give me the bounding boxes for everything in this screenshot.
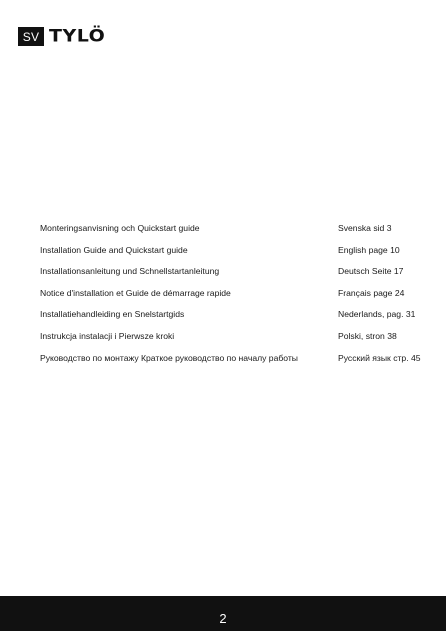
toc-title: Руководство по монтажу Краткое руководство по началу работы — [40, 352, 298, 363]
toc-page: Polski, stron 38 — [338, 330, 397, 341]
toc-title: Installatiehandleiding en Snelstartgids — [40, 309, 185, 320]
toc-title: Notice d'installation et Guide de démarrage rapide — [40, 287, 231, 298]
toc-page: Nederlands, pag. 31 — [338, 309, 416, 320]
toc-title: Installationsanleitung und Schnellstartanleitung — [40, 266, 220, 277]
toc-page: Deutsch Seite 17 — [338, 266, 404, 277]
toc-title: Installation Guide and Quickstart guide — [40, 244, 188, 255]
page-number: 2 — [219, 611, 227, 626]
toc-row-francais — [40, 287, 432, 309]
language-badge: SV — [18, 27, 44, 46]
header — [18, 27, 105, 46]
toc-page: Русский язык стр. 45 — [338, 352, 421, 363]
toc-row-svenska — [40, 222, 432, 244]
toc-row-polski — [40, 330, 432, 352]
table-of-contents — [40, 222, 432, 373]
toc-title: Monteringsanvisning och Quickstart guide — [40, 223, 200, 233]
toc-page: English page 10 — [338, 244, 400, 255]
toc-page: Français page 24 — [338, 287, 405, 298]
tylo-logo: TYLÖ — [49, 26, 106, 46]
footer-bar — [0, 596, 446, 631]
toc-row-deutsch — [40, 265, 432, 287]
toc-row-english — [40, 244, 432, 266]
toc-page: Svenska sid 3 — [338, 223, 392, 233]
toc-row-russian — [40, 352, 432, 374]
toc-row-nederlands — [40, 308, 432, 330]
toc-title: Instrukcja instalacji i Pierwsze kroki — [40, 330, 175, 341]
